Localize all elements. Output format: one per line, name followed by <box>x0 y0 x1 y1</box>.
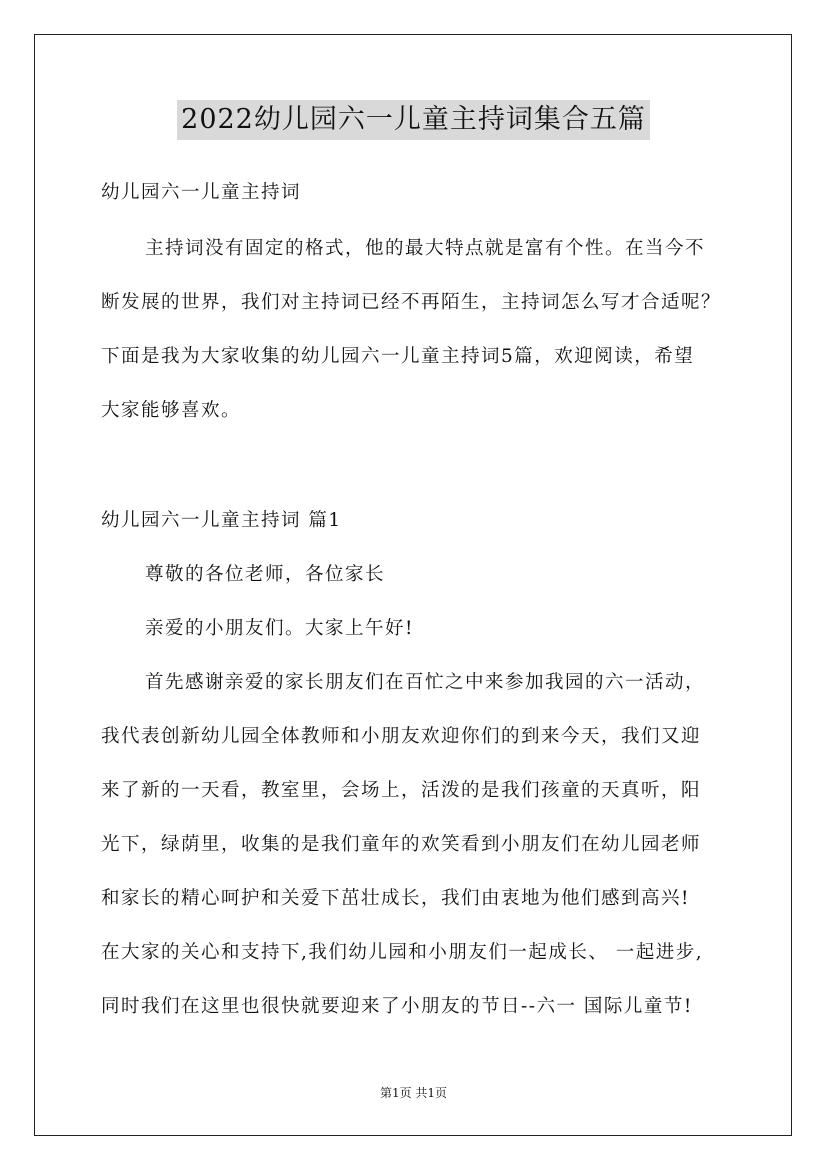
title-container <box>0 100 827 140</box>
body-paragraph-line: 光下，绿荫里，收集的是我们童年的欢笑看到小朋友们在幼儿园老师 <box>101 834 702 855</box>
intro-paragraph-line: 断发展的世界，我们对主持词已经不再陌生，主持词怎么写才合适呢？ <box>101 292 722 313</box>
intro-heading: 幼儿园六一儿童主持词 <box>101 182 302 203</box>
intro-paragraph-line: 大家能够喜欢。 <box>101 400 242 421</box>
body-paragraph-line: 同时我们在这里也很快就要迎来了小朋友的节日--六一 国际儿童节! <box>101 996 693 1017</box>
greeting-line: 尊敬的各位老师，各位家长 <box>145 564 386 585</box>
body-paragraph-line: 和家长的精心呵护和关爱下茁壮成长，我们由衷地为他们感到高兴! <box>101 888 690 909</box>
page-indicator: 第1页 共1页 <box>379 1086 448 1100</box>
body-paragraph-line: 在大家的关心和支持下,我们幼儿园和小朋友们一起成长、 一起进步, <box>101 942 704 963</box>
intro-paragraph-line: 下面是我为大家收集的幼儿园六一儿童主持词5篇，欢迎阅读，希望 <box>101 346 695 367</box>
body-paragraph-line: 首先感谢亲爱的家长朋友们在百忙之中来参加我园的六一活动， <box>145 672 706 693</box>
greeting-line: 亲爱的小朋友们。大家上午好! <box>145 618 414 639</box>
body-paragraph-line: 来了新的一天看，教室里，会场上，活泼的是我们孩童的天真听，阳 <box>101 780 702 801</box>
intro-paragraph-line: 主持词没有固定的格式，他的最大特点就是富有个性。在当今不 <box>145 238 706 259</box>
section-heading: 幼儿园六一儿童主持词 篇1 <box>101 510 342 531</box>
document-title: 2022幼儿园六一儿童主持词集合五篇 <box>177 100 650 140</box>
body-paragraph-line: 我代表创新幼儿园全体教师和小朋友欢迎你们的到来今天，我们又迎 <box>101 726 702 747</box>
